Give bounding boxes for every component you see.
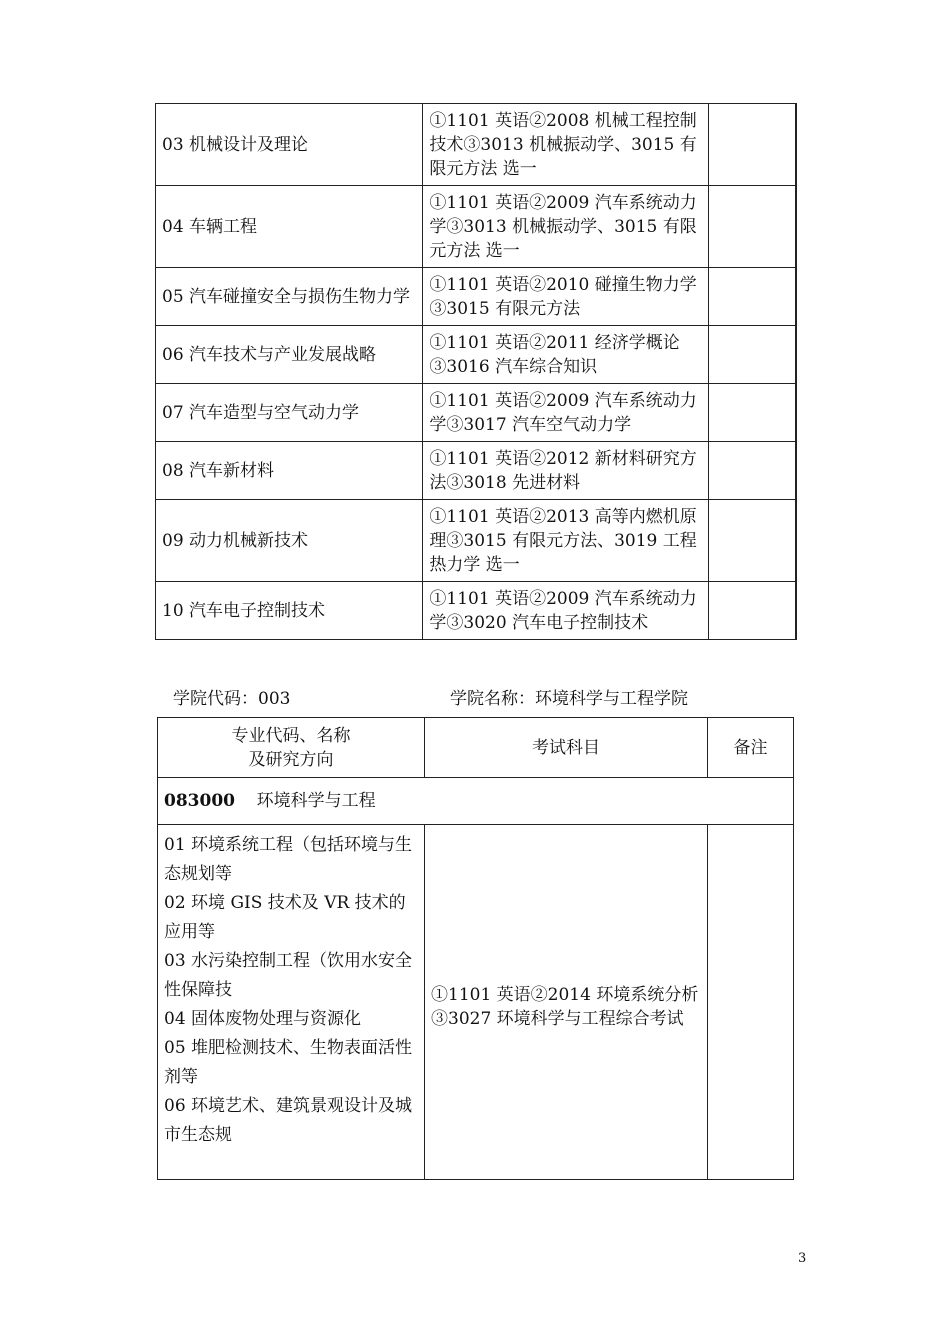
research-direction: 10 汽车电子控制技术 [156, 582, 423, 640]
table-row [156, 268, 797, 326]
exam-subjects: ①1101 英语②2008 机械工程控制技术③3013 机械振动学、3015 有限元方法 选一 [423, 104, 708, 186]
remarks-cell [708, 104, 796, 186]
exam-subjects: ①1101 英语②2009 汽车系统动力学③3020 汽车电子控制技术 [423, 582, 708, 640]
header-line: 及研究方向 [248, 749, 334, 770]
header-exam-subjects: 考试科目 [425, 718, 708, 778]
table-row [156, 442, 797, 500]
remarks-cell [708, 442, 796, 500]
college-code: 学院代码：003 [173, 689, 291, 709]
exam-subjects: ①1101 英语②2014 环境系统分析③3027 环境科学与工程综合考试 [425, 825, 708, 1180]
table-row [156, 104, 797, 186]
exam-table-continued [155, 103, 797, 640]
remarks-cell [708, 384, 796, 442]
research-direction: 08 汽车新材料 [156, 442, 423, 500]
research-direction: 04 车辆工程 [156, 186, 423, 268]
direction-item: 04 固体废物处理与资源化 [164, 1009, 362, 1029]
table-row [156, 582, 797, 640]
remarks-cell [708, 582, 796, 640]
major-cell [158, 778, 794, 825]
research-direction: 07 汽车造型与空气动力学 [156, 384, 423, 442]
major-name: 环境科学与工程 [256, 791, 376, 811]
remarks-cell [708, 268, 796, 326]
page-number: 3 [798, 1251, 807, 1266]
header-major-direction [158, 718, 425, 778]
remarks-cell [708, 326, 796, 384]
table-row [156, 500, 797, 582]
table-row [156, 326, 797, 384]
exam-table-environment [157, 717, 794, 1180]
table-row [156, 186, 797, 268]
remarks-cell [708, 825, 794, 1180]
direction-item: 02 环境 GIS 技术及 VR 技术的应用等 [164, 893, 406, 942]
direction-item: 05 堆肥检测技术、生物表面活性剂等 [164, 1038, 413, 1087]
direction-item: 01 环境系统工程（包括环境与生态规划等 [164, 835, 413, 884]
exam-subjects: ①1101 英语②2012 新材料研究方法③3018 先进材料 [423, 442, 708, 500]
research-direction: 06 汽车技术与产业发展战略 [156, 326, 423, 384]
remarks-cell [708, 500, 796, 582]
remarks-cell [708, 186, 796, 268]
header-remarks: 备注 [708, 718, 794, 778]
direction-item: 06 环境艺术、建筑景观设计及城市生态规 [164, 1096, 413, 1145]
research-direction: 05 汽车碰撞安全与损伤生物力学 [156, 268, 423, 326]
research-direction: 09 动力机械新技术 [156, 500, 423, 582]
table-row [158, 825, 794, 1180]
exam-subjects: ①1101 英语②2011 经济学概论③3016 汽车综合知识 [423, 326, 708, 384]
exam-subjects: ①1101 英语②2009 汽车系统动力学③3017 汽车空气动力学 [423, 384, 708, 442]
college-name: 学院名称：环境科学与工程学院 [450, 689, 688, 709]
exam-subjects: ①1101 英语②2010 碰撞生物力学③3015 有限元方法 [423, 268, 708, 326]
major-code: 083000 [164, 791, 235, 811]
research-direction: 03 机械设计及理论 [156, 104, 423, 186]
header-line: 专业代码、名称 [231, 725, 351, 746]
research-directions [158, 825, 425, 1180]
exam-subjects: ①1101 英语②2013 高等内燃机原理③3015 有限元方法、3019 工程热力学 选一 [423, 500, 708, 582]
table-header-row [158, 718, 794, 778]
major-row [158, 778, 794, 825]
exam-subjects: ①1101 英语②2009 汽车系统动力学③3013 机械振动学、3015 有限元方法 选一 [423, 186, 708, 268]
table-row [156, 384, 797, 442]
direction-item: 03 水污染控制工程（饮用水安全性保障技 [164, 951, 413, 1000]
